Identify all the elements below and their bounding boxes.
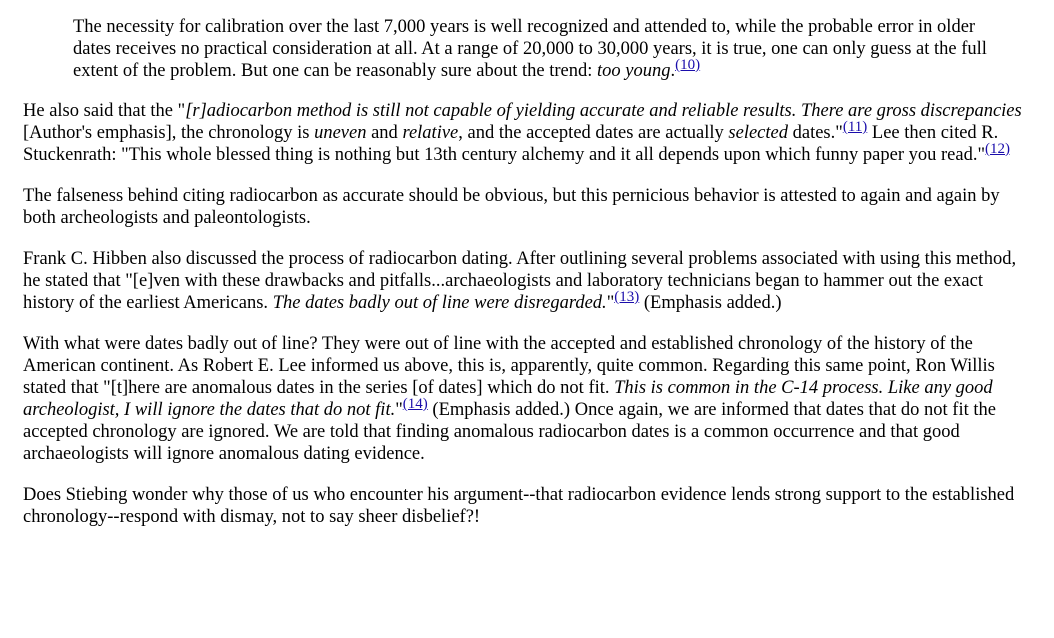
p3-text-2: " (606, 293, 615, 313)
paragraph-4 (23, 333, 1033, 465)
p1-text-3: and (366, 123, 403, 143)
quote-emphasis: too young (597, 61, 671, 81)
p1-text-1: He also said that the " (23, 101, 186, 121)
p4-emphasis: This is common in the C-14 process. Like any good archeologist, I will ignore the dates that do not fit. (23, 378, 993, 420)
footnote-ref-13 (614, 289, 639, 305)
p4-text-1: With what were dates badly out of line? They were out of line with the accepted and established chronology of the history of the American continent. As Robert E. Lee informed us above, this is, apparently, quite common. Regarding this same point, Ron Willis stated that "[t]here are anomalous dates in the series [of dates] which do not fit. (23, 334, 995, 398)
paragraph-2: The falseness behind citing radiocarbon as accurate should be obvious, but this pernicious behavior is attested to again and again by both archeologists and paleontologists. (23, 186, 1000, 228)
block-quote (73, 16, 1003, 82)
p3-emphasis: The dates badly out of line were disregarded. (272, 293, 607, 313)
quote-text-1: The necessity for calibration over the last 7,000 years is well recognized and attended to, while the probable error in older dates receives no practical consideration at all. At a range of 20,000 to 30,000 years, it is true, one can only guess at the full extent of the problem. But one can be reasonably sure about the trend: (73, 17, 987, 81)
footnote-link-13[interactable]: (13) (614, 289, 640, 305)
footnote-ref-11 (843, 119, 867, 135)
footnote-link-11[interactable]: (11) (842, 119, 868, 135)
p1-emphasis-2: uneven (314, 123, 367, 143)
footnote-link-10[interactable]: (10) (675, 57, 701, 73)
p1-text-2: [Author's emphasis], the chronology is (23, 123, 315, 143)
paragraph-3 (23, 248, 1033, 314)
footnote-link-12[interactable]: (12) (985, 141, 1010, 157)
p1-text-5: dates." (788, 123, 843, 143)
footnote-ref-10 (675, 57, 700, 73)
p1-emphasis-3: relative (402, 123, 459, 143)
p4-text-3: (Emphasis added.) Once again, we are informed that dates that do not fit the accepted chronology are ignored. We are told that finding anomalous radiocarbon dates is a common occurrence and that good archaeologists will ignore anomalous dating evidence. (23, 400, 996, 464)
footnote-link-14[interactable]: (14) (402, 396, 428, 412)
p1-text-6: Lee then cited R. Stuckenrath: "This whole blessed thing is nothing but 13th century alchemy and it all depends upon which funny paper you read." (23, 123, 999, 165)
p4-text-2: " (395, 400, 403, 420)
paragraph-1 (23, 100, 1033, 166)
quote-text-2: . (670, 61, 676, 81)
footnote-ref-12 (985, 141, 1010, 157)
p3-text-3: (Emphasis added.) (639, 293, 782, 313)
footnote-ref-14 (403, 396, 428, 412)
p1-text-4: , and the accepted dates are actually (458, 123, 729, 143)
p3-text-1: Frank C. Hibben also discussed the process of radiocarbon dating. After outlining several problems associated with using this method, he stated that "[e]ven with these drawbacks and pitfalls...archaeologists and laboratory technicians began to hammer out the exact history of the earliest Americans. (23, 249, 1017, 313)
paragraph-5: Does Stiebing wonder why those of us who encounter his argument--that radiocarbon evidence lends strong support to the established chronology--respond with dismay, not to say sheer disbelief?! (23, 485, 1015, 527)
p1-emphasis-4: selected (728, 123, 788, 143)
p1-emphasis-1: [r]adiocarbon method is still not capable of yielding accurate and reliable results. There are gross discrepancies (185, 101, 1022, 121)
